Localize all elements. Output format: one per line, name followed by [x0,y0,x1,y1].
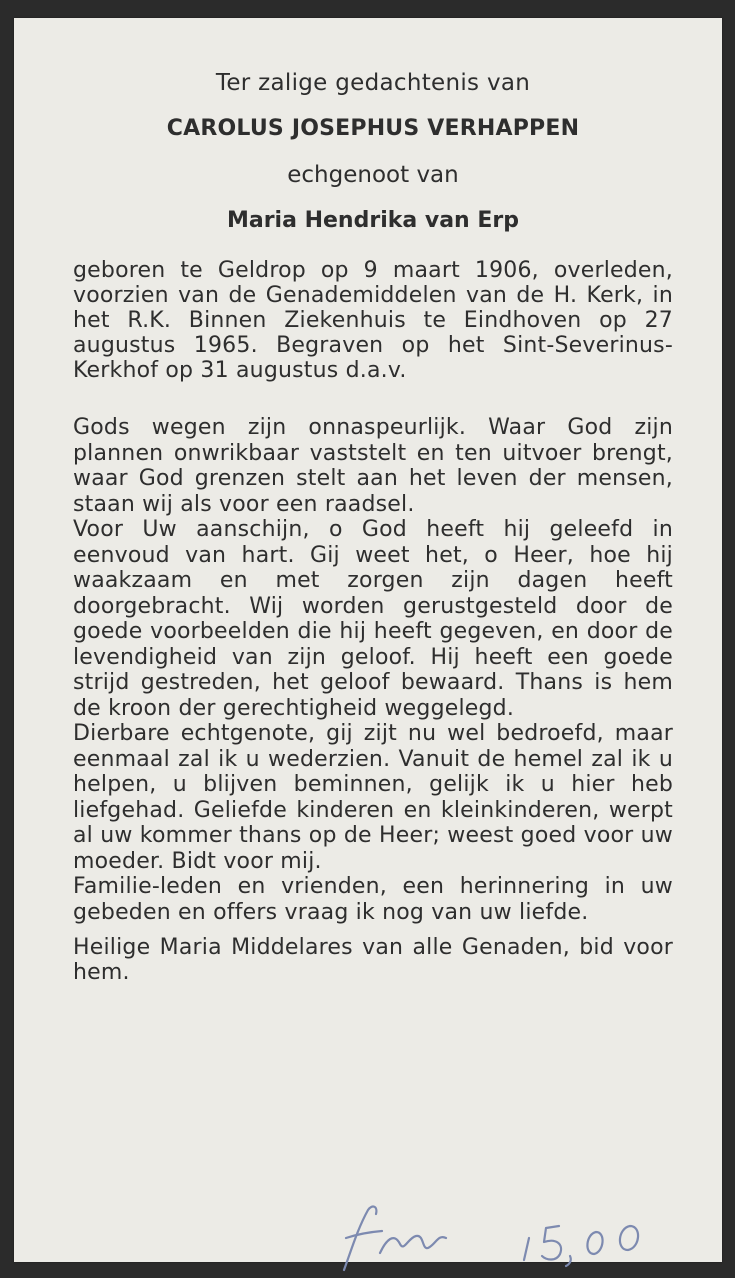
verse-paragraph: Familie-leden en vrienden, een herinnering in uw gebeden en offers vraag ik nog van uw liefde. [73,874,673,925]
intro-line: Ter zalige gedachtenis van [215,70,531,96]
verse-paragraph: Gods wegen zijn onnaspeurlijk. Waar God zijn plannen onwrikbaar vaststelt en ten uitvoer brengt, waar God grenzen stelt aan het leven der mensen, staan wij als voor een raadsel. [73,415,673,517]
spouse-intro-line: echgenoot van [287,162,459,188]
memorial-text [73,415,673,925]
memorial-card [14,18,722,1262]
spouse-name: Maria Hendrika van Erp [226,208,520,233]
biography-paragraph: geboren te Geldrop op 9 maart 1906, overleden, voorzien van de Genademiddelen van de H. Kerk, in het R.K. Binnen Ziekenhuis te Eindhoven op 27 augustus 1965. Begraven op het Sint-Severinus-Kerkhof op 31 augustus d.a.v. [73,258,673,383]
deceased-name: CAROLUS JOSEPHUS VERHAPPEN [166,116,580,141]
verse-paragraph: Voor Uw aanschijn, o God heeft hij geleefd in eenvoud van hart. Gij weet het, o Heer, hoe hij waakzaam en met zorgen zijn dagen heeft doorgebracht. Wij worden gerustgesteld door de goede voorbeelden die hij heeft gegeven, en door de levendigheid van zijn geloof. Hij heeft een goede strijd gestreden, het geloof bewaard. Thans is hem de kroon der gerechtigheid weggelegd. [73,517,673,721]
verse-paragraph: Dierbare echtgenote, gij zijt nu wel bedroefd, maar eenmaal zal ik u wederzien. Vanuit de hemel zal ik u helpen, u blijven beminnen, gelijk ik u hier heb liefgehad. Geliefde kinderen en kleinkinderen, werpt al uw kommer thans op de Heer; weest goed voor uw moeder. Bidt voor mij. [73,721,673,874]
card-content [73,68,673,1007]
handwritten-price-note [324,1198,714,1278]
closing-prayer: Heilige Maria Middelares van alle Genaden, bid voor hem. [73,935,673,985]
